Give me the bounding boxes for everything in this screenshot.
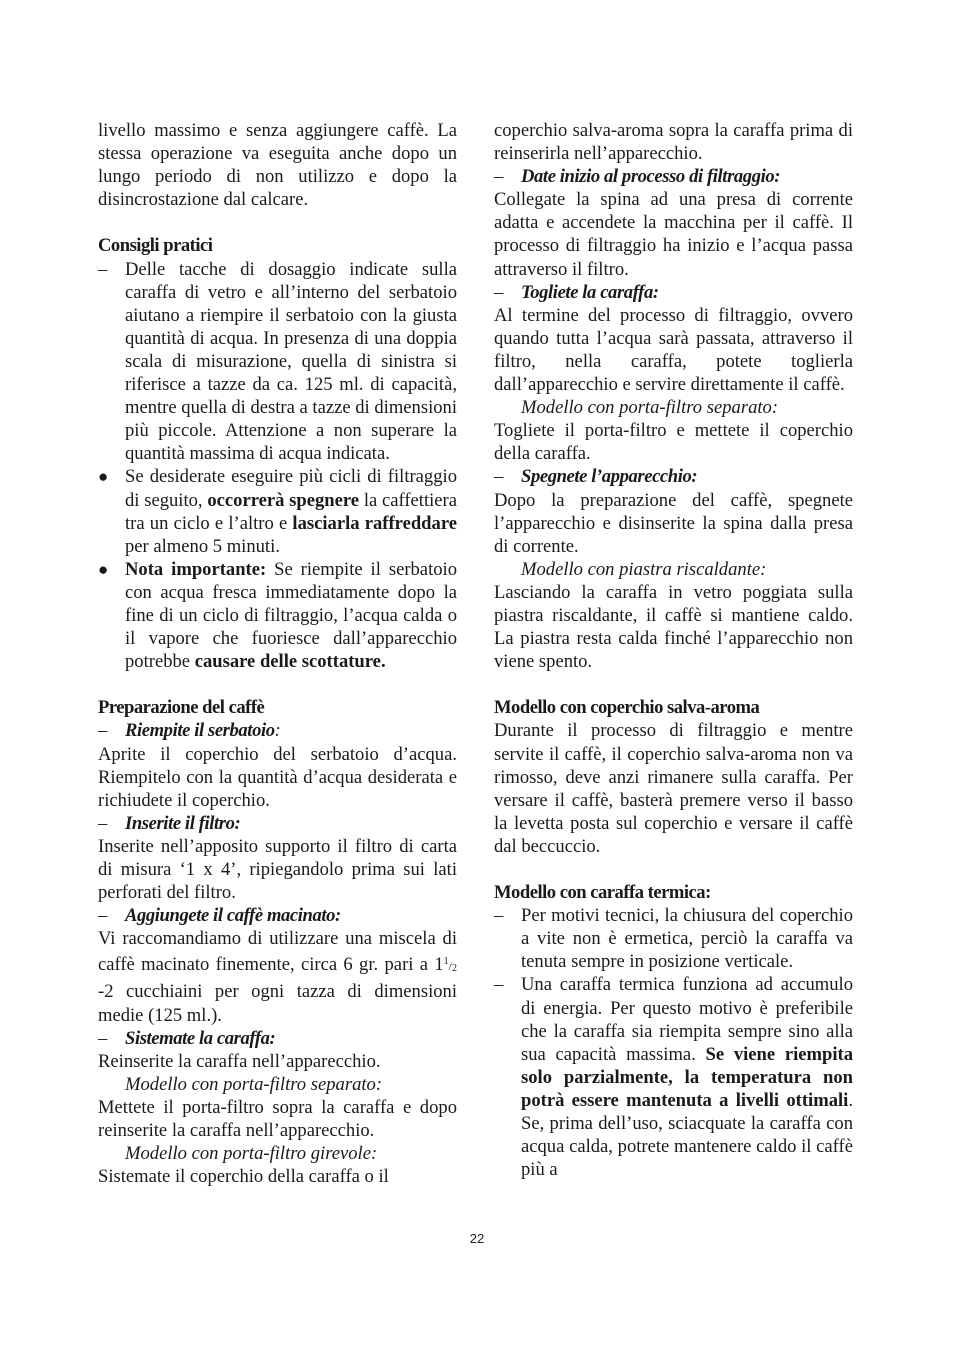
step-text: Dopo la preparazione del caffè, spegnete l’apparecchio e disinserite la spina dalla presa di corrente. bbox=[494, 489, 853, 557]
step-text: Inserite nell’apposito supporto il filtro di carta di misura ‘1 x 4’, ripiegandolo prima sui lati perforati del filtro. bbox=[98, 835, 457, 904]
step-text: Al termine del processo di filtraggio, ovvero quando tutta l’acqua sarà passata, attraverso il filtro, nella caraffa, potete toglierla dall’apparecchio e servire direttamente il caffè. bbox=[494, 304, 853, 396]
step-fill-tank bbox=[98, 719, 457, 742]
dash-marker: – bbox=[98, 905, 107, 927]
aroma-lid-heading: Modello con coperchio salva-aroma bbox=[494, 697, 760, 719]
right-column bbox=[494, 119, 853, 1181]
tip-emphasis: Nota importante: bbox=[125, 558, 267, 580]
thermal-text: Per motivi tecnici, la chiusura del coperchio a vite non è ermetica, perciò la caraffa va tenuta sempre in posizione verticale. bbox=[521, 905, 853, 973]
thermal-item-energy bbox=[494, 973, 853, 1181]
dash-marker: – bbox=[98, 1027, 107, 1049]
tip-emphasis: causare delle scottature. bbox=[194, 651, 386, 673]
step-text bbox=[98, 927, 457, 1026]
step-title: Date inizio al processo di filtraggio: bbox=[521, 166, 781, 188]
tip-text-part: la caffettiera tra un ciclo e l’altro e bbox=[125, 489, 457, 534]
step-add-coffee bbox=[98, 904, 457, 927]
dash-marker: – bbox=[494, 166, 503, 188]
tip-text bbox=[125, 465, 457, 557]
step-insert-filter bbox=[98, 812, 457, 835]
dash-marker: – bbox=[98, 720, 107, 742]
step-remove-carafe bbox=[494, 281, 853, 304]
step-text-part: Vi raccomandiamo di utilizzare una miscela di caffè macinato finemente, circa 6 gr. pari a 1 bbox=[98, 928, 457, 976]
dash-marker: – bbox=[494, 974, 504, 996]
dash-marker: – bbox=[494, 281, 503, 303]
model-text: Togliete il porta-filtro e mettete il coperchio della caraffa. bbox=[494, 420, 853, 465]
tip-text bbox=[125, 558, 457, 673]
model-text: Mettete il porta-filtro sopra la caraffa e dopo reinserite la caraffa nell’apparecchio. bbox=[98, 1096, 457, 1142]
step-title: Togliete la caraffa: bbox=[521, 281, 659, 303]
tip-item-dosage bbox=[98, 258, 457, 466]
left-column bbox=[98, 119, 457, 1188]
step-title: Inserite il filtro: bbox=[125, 812, 241, 834]
thermal-text-part: . Se, prima dell’uso, sciacquate la caraffa con acqua calda, potrete mantenere caldo il caffè più a bbox=[521, 1089, 853, 1181]
dash-marker: – bbox=[494, 905, 504, 927]
tip-emphasis: occorrerà spegnere bbox=[207, 489, 360, 511]
thermal-item-closure bbox=[494, 904, 853, 973]
tip-item-cycles bbox=[98, 465, 457, 557]
step-title: Riempite il serbatoio bbox=[125, 720, 275, 742]
thermal-carafe-heading: Modello con caraffa termica: bbox=[494, 882, 711, 904]
tips-heading: Consigli pratici bbox=[98, 235, 213, 257]
step-switch-off bbox=[494, 465, 853, 488]
step-text-part: -2 cucchiaini per ogni tazza di dimensioni medie (125 ml.). bbox=[98, 981, 457, 1026]
model-text: Lasciando la caraffa in vetro poggiata sulla piastra riscaldante, il caffè si mantiene caldo. La piastra resta calda finché l’apparecchio non viene spento. bbox=[494, 581, 853, 673]
tip-item-important bbox=[98, 558, 457, 673]
step-text: Aprite il coperchio del serbatoio d’acqua. Riempitelo con la quantità d’acqua desiderata e richiudete il coperchio. bbox=[98, 743, 457, 811]
thermal-emphasis: Se viene riempita solo parzialmente, la temperatura non potrà essere mantenuta a livelli ottimali bbox=[521, 1043, 854, 1111]
fraction-denominator: 2 bbox=[452, 963, 457, 975]
preparation-heading: Preparazione del caffè bbox=[98, 697, 265, 719]
bullet-icon: ● bbox=[98, 467, 109, 487]
model-label: Modello con porta-filtro girevole: bbox=[125, 1143, 378, 1165]
dash-marker: – bbox=[494, 466, 503, 488]
model-label: Modello con piastra riscaldante: bbox=[521, 558, 767, 580]
tip-text-part: Se riempite il serbatoio con acqua fresca immediatamente dopo la fine di un ciclo di filtraggio, l’acqua calda o il vapore che fuoriesce dall’apparecchio potrebbe bbox=[125, 558, 457, 673]
step-text: Reinserite la caraffa nell’apparecchio. bbox=[98, 1050, 381, 1072]
thermal-text bbox=[521, 973, 853, 1181]
step-colon: : bbox=[274, 720, 281, 742]
bullet-icon: ● bbox=[98, 559, 109, 579]
step-title: Aggiungete il caffè macinato: bbox=[125, 905, 341, 927]
tip-text-part: Se desiderate eseguire più cicli di filtraggio di seguito, bbox=[125, 466, 457, 511]
step-start-filtering bbox=[494, 165, 853, 188]
tip-text-part: per almeno 5 minuti. bbox=[125, 535, 280, 557]
page-number: 22 bbox=[469, 1231, 485, 1246]
dash-marker: – bbox=[98, 258, 108, 280]
model-text: Sistemate il coperchio della caraffa o il bbox=[98, 1166, 389, 1188]
tip-text: Delle tacche di dosaggio indicate sulla caraffa di vetro e all’interno del serbatoio aiutano a riempire il serbatoio con la giusta quantità di acqua. In presenza di una doppia scala di misurazione, quella di sinistra si riferisce a tazze da ca. 125 ml. di capacità, mentre quella di destra a tazze di dimensioni più piccole. Attenzione a non superare la quantità massima di acqua indicata. bbox=[125, 258, 457, 465]
fraction-numerator: 1 bbox=[443, 956, 449, 968]
model-label: Modello con porta-filtro separato: bbox=[521, 397, 779, 419]
step-text: Collegate la spina ad una presa di corrente adatta e accendete la macchina per il caffè. Il processo di filtraggio ha inizio e l’acqua passa attraverso il filtro. bbox=[494, 189, 853, 280]
aroma-lid-text: Durante il processo di filtraggio e mentre servite il caffè, il coperchio salva-aroma non va rimosso, deve anzi rimanere sulla caraffa. Per versare il caffè, basterà premere verso il basso la levetta posta sul coperchio e versare il caffè dal beccuccio. bbox=[494, 720, 853, 857]
model-label: Modello con porta-filtro separato: bbox=[125, 1073, 383, 1095]
tip-emphasis: lasciarla raffreddare bbox=[292, 512, 457, 534]
intro-paragraph: livello massimo e senza aggiungere caffè. La stessa operazione va eseguita anche dopo un lungo periodo di non utilizzo e dopo la disincrostazione dal calcare. bbox=[98, 120, 457, 211]
step-place-carafe bbox=[98, 1027, 457, 1050]
dash-marker: – bbox=[98, 812, 107, 834]
fraction-slash: / bbox=[448, 959, 452, 974]
step-title: Spegnete l’apparecchio: bbox=[521, 466, 698, 488]
continued-paragraph: coperchio salva-aroma sopra la caraffa prima di reinserirla nell’apparecchio. bbox=[494, 120, 853, 165]
step-title: Sistemate la caraffa: bbox=[125, 1027, 276, 1049]
thermal-text-part: Una caraffa termica funziona ad accumulo di energia. Per questo motivo è preferibile che la caraffa sia riempita sempre sino alla sua capacità massima. bbox=[521, 974, 853, 1065]
